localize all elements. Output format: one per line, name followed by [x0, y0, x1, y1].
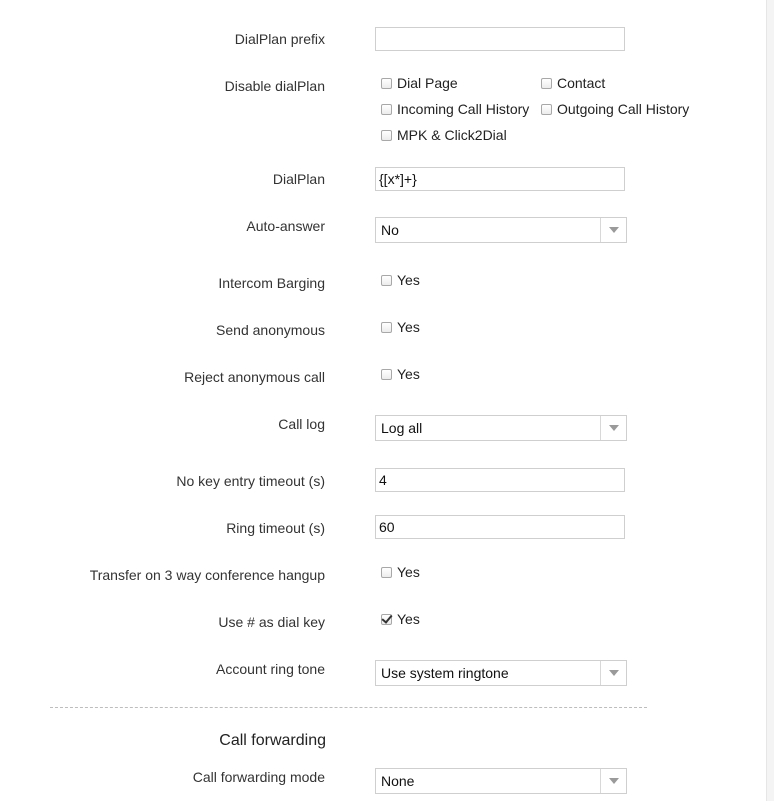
disable-contact-checkbox[interactable]	[541, 75, 605, 91]
dialplan-label: DialPlan	[272, 171, 325, 187]
ring-timeout-label: Ring timeout (s)	[226, 520, 325, 536]
auto-answer-label: Auto-answer	[246, 218, 325, 234]
auto-answer-select[interactable]	[375, 217, 627, 243]
reject-anonymous-checkbox[interactable]	[381, 366, 420, 382]
dropdown-toggle[interactable]	[600, 769, 626, 793]
dropdown-toggle[interactable]	[600, 218, 626, 242]
account-ring-tone-value: Use system ringtone	[381, 665, 509, 681]
disable-dial-page-checkbox[interactable]	[381, 75, 458, 91]
send-anonymous-checkbox[interactable]	[381, 319, 420, 335]
vertical-scrollbar[interactable]	[766, 0, 774, 801]
checkbox-icon[interactable]	[381, 78, 392, 89]
intercom-barging-checkbox[interactable]	[381, 272, 420, 288]
intercom-barging-label: Intercom Barging	[218, 275, 325, 291]
account-ring-tone-select[interactable]	[375, 660, 627, 686]
hash-dial-key-label: Use # as dial key	[218, 614, 325, 630]
checkbox-icon[interactable]	[381, 369, 392, 380]
auto-answer-value: No	[381, 222, 399, 238]
transfer-3way-label: Transfer on 3 way conference hangup	[89, 567, 325, 583]
no-key-timeout-label: No key entry timeout (s)	[176, 473, 325, 489]
chevron-down-icon	[609, 227, 619, 233]
account-ring-tone-label: Account ring tone	[216, 661, 325, 677]
call-forwarding-title: Call forwarding	[219, 732, 326, 749]
ring-timeout-input[interactable]	[375, 515, 625, 539]
call-forwarding-mode-label: Call forwarding mode	[192, 769, 325, 785]
dialplan-prefix-label: DialPlan prefix	[234, 31, 325, 47]
call-log-label: Call log	[278, 416, 325, 432]
hash-dial-key-yes-label: Yes	[397, 611, 420, 627]
section-divider	[50, 707, 647, 708]
checkbox-icon[interactable]	[381, 567, 392, 578]
transfer-3way-checkbox[interactable]	[381, 564, 420, 580]
dropdown-toggle[interactable]	[600, 416, 626, 440]
dialplan-prefix-input[interactable]	[375, 27, 625, 51]
disable-dial-page-label: Dial Page	[397, 75, 458, 91]
checkbox-icon[interactable]	[541, 104, 552, 115]
disable-outgoing-history-checkbox[interactable]	[541, 101, 689, 117]
disable-outgoing-history-label: Outgoing Call History	[557, 101, 690, 117]
dialplan-input[interactable]	[375, 167, 625, 191]
reject-anonymous-yes-label: Yes	[397, 366, 420, 382]
checkbox-icon[interactable]	[381, 130, 392, 141]
checkbox-checked-icon[interactable]	[381, 614, 392, 625]
reject-anonymous-label: Reject anonymous call	[184, 369, 325, 385]
chevron-down-icon	[609, 670, 619, 676]
disable-incoming-history-label: Incoming Call History	[397, 101, 530, 117]
disable-mpk-click2dial-label: MPK & Click2Dial	[397, 127, 507, 143]
disable-incoming-history-checkbox[interactable]	[381, 101, 529, 117]
checkbox-icon[interactable]	[381, 275, 392, 286]
disable-dialplan-label: Disable dialPlan	[224, 78, 325, 94]
disable-contact-label: Contact	[557, 75, 606, 91]
checkbox-icon[interactable]	[541, 78, 552, 89]
hash-dial-key-checkbox[interactable]	[381, 611, 420, 627]
call-forwarding-mode-select[interactable]	[375, 768, 627, 794]
dropdown-toggle[interactable]	[600, 661, 626, 685]
no-key-timeout-input[interactable]	[375, 468, 625, 492]
call-log-select[interactable]	[375, 415, 627, 441]
call-forwarding-mode-value: None	[381, 773, 415, 789]
call-log-value: Log all	[381, 420, 423, 436]
checkbox-icon[interactable]	[381, 322, 392, 333]
send-anonymous-label: Send anonymous	[216, 322, 325, 338]
send-anonymous-yes-label: Yes	[397, 319, 420, 335]
checkbox-icon[interactable]	[381, 104, 392, 115]
chevron-down-icon	[609, 425, 619, 431]
chevron-down-icon	[609, 778, 619, 784]
transfer-3way-yes-label: Yes	[397, 564, 420, 580]
disable-mpk-click2dial-checkbox[interactable]	[381, 127, 507, 143]
intercom-barging-yes-label: Yes	[397, 272, 420, 288]
